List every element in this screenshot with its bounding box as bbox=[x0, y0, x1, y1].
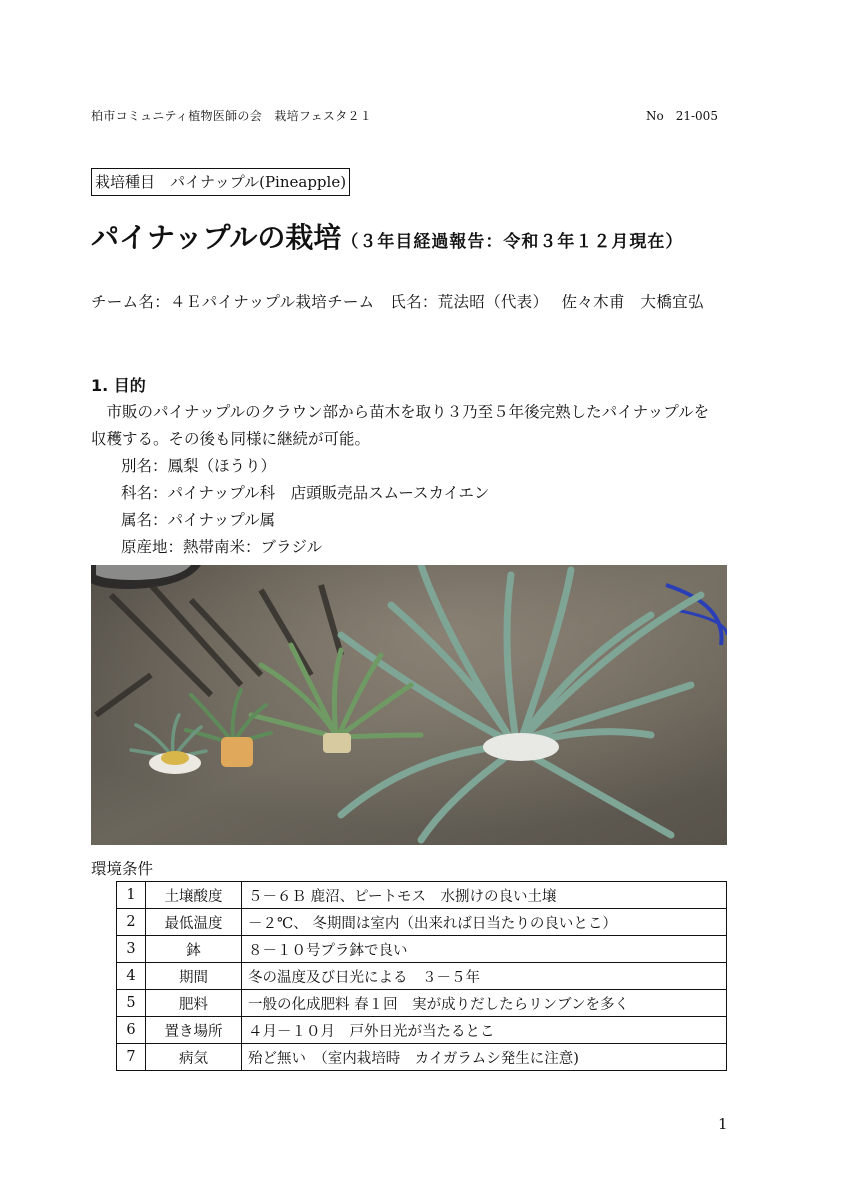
environment-table bbox=[116, 881, 727, 1071]
table-row bbox=[117, 990, 727, 1017]
row-number: 1 bbox=[117, 882, 146, 909]
row-number: 2 bbox=[117, 909, 146, 936]
species-box: 栽培種目 パイナップル(Pineapple) bbox=[91, 168, 350, 196]
row-description: 冬の温度及び日光による ３－５年 bbox=[242, 963, 727, 990]
detail-alias: 別名：鳳梨（ほうり） bbox=[121, 457, 277, 475]
header-organization: 柏市コミュニティ植物医師の会 栽培フェスタ２１ bbox=[91, 109, 373, 123]
team-line: チーム名：４Ｅパイナップル栽培チーム 氏名：荒法昭（代表） 佐々木甫 大橋宜弘 bbox=[91, 293, 704, 311]
table-row bbox=[117, 1017, 727, 1044]
row-description: ８－１０号プラ鉢で良い bbox=[242, 936, 727, 963]
row-description: －２℃、 冬期間は室内（出来れば日当たりの良いとこ） bbox=[242, 909, 727, 936]
header-document-number: No 21-005 bbox=[646, 109, 718, 123]
title-subtitle: （３年目経過報告：令和３年１２月現在） bbox=[341, 232, 684, 252]
row-description: ４月－１０月 戸外日光が当たるとこ bbox=[242, 1017, 727, 1044]
title-main: パイナップルの栽培 bbox=[91, 221, 342, 254]
purpose-paragraph bbox=[91, 399, 731, 453]
table-row bbox=[117, 1044, 727, 1071]
row-item: 期間 bbox=[146, 963, 242, 990]
table-row bbox=[117, 936, 727, 963]
row-description: 殆ど無い （室内栽培時 カイガラムシ発生に注意) bbox=[242, 1044, 727, 1071]
row-item: 最低温度 bbox=[146, 909, 242, 936]
row-description: ５－６Ｂ 鹿沼、ピートモス 水捌けの良い土壌 bbox=[242, 882, 727, 909]
page-number: 1 bbox=[718, 1115, 728, 1133]
row-number: 7 bbox=[117, 1044, 146, 1071]
row-number: 6 bbox=[117, 1017, 146, 1044]
purpose-line-1: 市販のパイナップルのクラウン部から苗木を取り３乃至５年後完熟したパイナップルを bbox=[91, 403, 710, 421]
detail-genus: 属名：パイナップル属 bbox=[121, 511, 276, 529]
row-description: 一般の化成肥料 春１回 実が成りだしたらリンブンを多く bbox=[242, 990, 727, 1017]
row-item: 鉢 bbox=[146, 936, 242, 963]
purpose-line-2: 収穫する。その後も同様に継続が可能。 bbox=[91, 430, 371, 448]
pineapple-photo bbox=[91, 565, 727, 845]
page-title bbox=[91, 216, 683, 256]
row-item: 肥料 bbox=[146, 990, 242, 1017]
row-number: 5 bbox=[117, 990, 146, 1017]
row-number: 4 bbox=[117, 963, 146, 990]
row-item: 病気 bbox=[146, 1044, 242, 1071]
detail-origin: 原産地：熱帯南米：ブラジル bbox=[121, 538, 323, 556]
section-heading-purpose: 1. 目的 bbox=[91, 376, 146, 395]
row-number: 3 bbox=[117, 936, 146, 963]
detail-family: 科名：パイナップル科 店頭販売品スムースカイエン bbox=[121, 484, 490, 502]
table-row bbox=[117, 882, 727, 909]
environment-label: 環境条件 bbox=[91, 860, 154, 878]
row-item: 土壌酸度 bbox=[146, 882, 242, 909]
table-row bbox=[117, 963, 727, 990]
table-row bbox=[117, 909, 727, 936]
row-item: 置き場所 bbox=[146, 1017, 242, 1044]
